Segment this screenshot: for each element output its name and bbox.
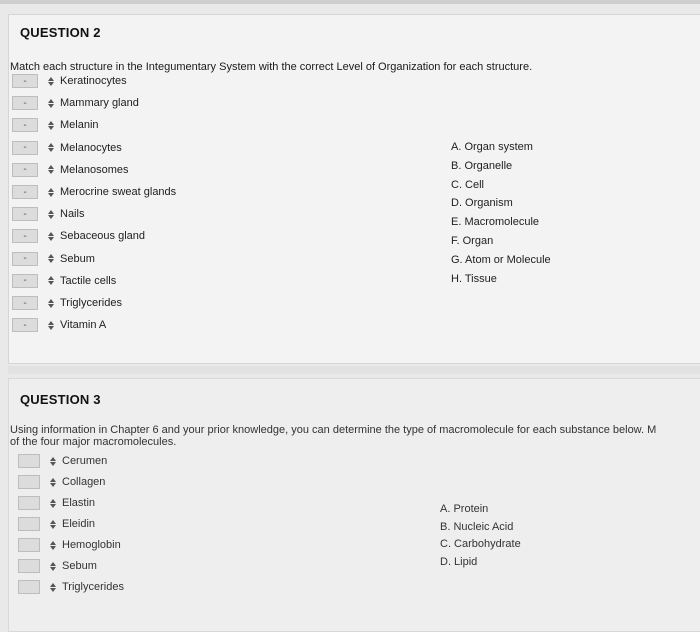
answer-dropdown[interactable]: - <box>12 163 38 177</box>
dropdown-arrows-icon[interactable] <box>48 517 58 531</box>
answer-option: G. Atom or Molecule <box>451 253 551 266</box>
dropdown-arrows-icon[interactable] <box>46 229 56 243</box>
question-2-title: QUESTION 2 <box>20 25 101 40</box>
answer-option: B. Nucleic Acid <box>440 520 514 533</box>
answer-dropdown[interactable] <box>18 496 40 510</box>
answer-dropdown[interactable] <box>18 517 40 531</box>
answer-dropdown[interactable]: - <box>12 74 38 88</box>
match-row <box>12 140 122 156</box>
dropdown-arrows-icon[interactable] <box>48 475 58 489</box>
match-row <box>12 295 122 311</box>
answer-dropdown[interactable] <box>18 454 40 468</box>
structure-label: Eleidin <box>62 518 96 530</box>
dropdown-arrows-icon[interactable] <box>46 96 56 110</box>
match-row <box>12 273 116 289</box>
answer-option: A. Protein <box>440 503 489 515</box>
dropdown-arrows-icon[interactable] <box>48 538 58 552</box>
answer-option: D. Lipid <box>440 555 478 568</box>
dropdown-arrows-icon[interactable] <box>46 274 56 288</box>
question-3-title: QUESTION 3 <box>20 392 101 407</box>
match-row <box>12 117 99 133</box>
answer-dropdown[interactable]: - <box>12 141 38 155</box>
match-row <box>12 251 95 267</box>
dropdown-arrows-icon[interactable] <box>46 318 56 332</box>
structure-label: Keratinocytes <box>60 75 127 87</box>
structure-label: Mammary gland <box>60 97 139 110</box>
structure-label: Melanocytes <box>60 141 122 154</box>
answer-dropdown[interactable]: - <box>12 185 38 199</box>
answer-option: F. Organ <box>451 235 494 247</box>
structure-label: Vitamin A <box>60 319 107 332</box>
answer-option: E. Macromolecule <box>451 216 540 229</box>
answer-option: H. Tissue <box>451 272 497 285</box>
answer-option: B. Organelle <box>451 159 513 172</box>
structure-label: Melanin <box>60 119 99 132</box>
structure-label: Triglycerides <box>62 581 124 593</box>
answer-option: C. Cell <box>451 178 485 191</box>
answer-option: A. Organ system <box>451 141 533 153</box>
answer-dropdown[interactable]: - <box>12 207 38 221</box>
dropdown-arrows-icon[interactable] <box>48 496 58 510</box>
match-row <box>18 453 107 469</box>
answer-dropdown[interactable]: - <box>12 296 38 310</box>
structure-label: Sebaceous gland <box>60 230 146 243</box>
match-row <box>18 474 105 490</box>
dropdown-arrows-icon[interactable] <box>46 252 56 266</box>
dropdown-arrows-icon[interactable] <box>46 74 56 88</box>
match-row <box>12 73 127 89</box>
dropdown-arrows-icon[interactable] <box>46 118 56 132</box>
question-3-instruction-line1: Using information in Chapter 6 and your prior knowledge, you can determine the type of macromolecule for each substance below. M <box>10 424 657 436</box>
dropdown-arrows-icon[interactable] <box>46 296 56 310</box>
structure-label: Cerumen <box>62 455 108 467</box>
match-row <box>18 537 121 553</box>
dropdown-arrows-icon[interactable] <box>48 580 58 594</box>
match-row <box>12 95 139 111</box>
structure-label: Triglycerides <box>60 297 122 309</box>
answer-dropdown[interactable]: - <box>12 229 38 243</box>
answer-dropdown[interactable]: - <box>12 274 38 288</box>
structure-label: Merocrine sweat glands <box>60 186 177 198</box>
dropdown-arrows-icon[interactable] <box>46 163 56 177</box>
match-row <box>12 317 106 333</box>
answer-dropdown[interactable]: - <box>12 96 38 110</box>
match-row <box>18 516 95 532</box>
match-row <box>18 579 124 595</box>
match-row <box>12 162 128 178</box>
dropdown-arrows-icon[interactable] <box>48 559 58 573</box>
answer-dropdown[interactable] <box>18 559 40 573</box>
structure-label: Nails <box>60 208 85 221</box>
match-row <box>18 558 97 574</box>
answer-dropdown[interactable] <box>18 580 40 594</box>
match-row <box>12 184 176 200</box>
structure-label: Collagen <box>62 476 106 488</box>
dropdown-arrows-icon[interactable] <box>48 454 58 468</box>
structure-label: Hemoglobin <box>62 539 121 551</box>
structure-label: Sebum <box>60 252 95 265</box>
match-row <box>18 495 95 511</box>
answer-option: D. Organism <box>451 197 513 210</box>
dropdown-arrows-icon[interactable] <box>46 185 56 199</box>
answer-option: C. Carbohydrate <box>440 538 521 550</box>
structure-label: Melanosomes <box>60 163 129 176</box>
structure-label: Elastin <box>62 497 96 509</box>
match-row <box>12 206 84 222</box>
question-2-instruction: Match each structure in the Integumentary System with the correct Level of Organization for each structure. <box>10 61 533 73</box>
section-divider <box>8 366 700 374</box>
structure-label: Sebum <box>62 560 97 572</box>
structure-label: Tactile cells <box>60 274 117 287</box>
answer-dropdown[interactable] <box>18 475 40 489</box>
question-3-instruction-line2: of the four major macromolecules. <box>10 436 177 448</box>
top-edge <box>0 0 700 4</box>
answer-dropdown[interactable]: - <box>12 118 38 132</box>
match-row <box>12 228 145 244</box>
dropdown-arrows-icon[interactable] <box>46 141 56 155</box>
answer-dropdown[interactable] <box>18 538 40 552</box>
answer-dropdown[interactable]: - <box>12 318 38 332</box>
answer-dropdown[interactable]: - <box>12 252 38 266</box>
dropdown-arrows-icon[interactable] <box>46 207 56 221</box>
